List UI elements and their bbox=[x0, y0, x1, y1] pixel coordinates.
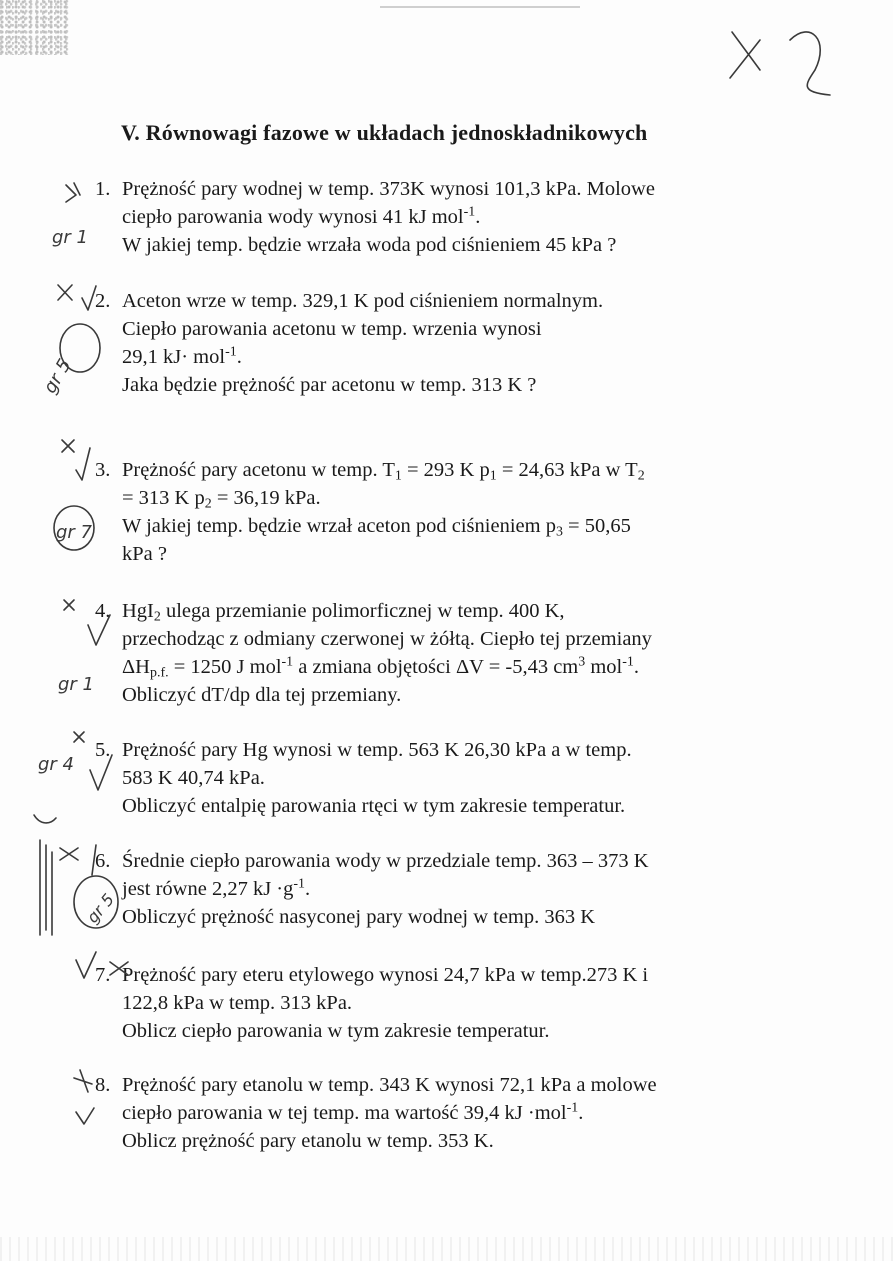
svg-text:gr 1: gr 1 bbox=[52, 227, 88, 248]
problem-number: 5. bbox=[95, 739, 111, 761]
problem-4-marks bbox=[58, 600, 110, 695]
problem-line: Obliczyć entalpię parowania rtęci w tym zakresie temperatur. bbox=[122, 795, 626, 817]
problem-7-marks bbox=[76, 952, 128, 978]
problem-2-marks bbox=[40, 285, 100, 397]
problem-line: $\Delta H_{p.f.} = 1250$ J mol$^{-1}$ a zmiana objętości ΔV = -5,43 $cm^3$ mol$^{-1}$. bbox=[122, 654, 640, 681]
problem-number: 3. bbox=[95, 459, 111, 481]
problem-line: Obliczyć prężność nasyconej pary wodnej w temp. 363 K bbox=[122, 906, 596, 928]
problem-line: Prężność pary eteru etylowego wynosi 24,7 kPa w temp.273 K i bbox=[122, 964, 649, 986]
problem-line: jest równe 2,27 kJ $\cdot g^{-1}$. bbox=[122, 876, 311, 900]
problem-line: ciepło parowania w tej temp. ma wartość 39,4 kJ ·mol$^{-1}$. bbox=[122, 1100, 584, 1124]
problem-line-justified: HgI$_2$ ulega przemianie polimorficznej w temp. 400 K, bbox=[122, 600, 565, 625]
problem-line: 122,8 kPa w temp. 313 kPa. bbox=[122, 992, 353, 1014]
problem-line: Obliczyć dT/dp dla tej przemiany. bbox=[122, 684, 402, 706]
problem-number: 7. bbox=[95, 964, 111, 986]
problem-line: Prężność pary etanolu w temp. 343 K wynosi 72,1 kPa a molowe bbox=[122, 1074, 657, 1096]
problem-number: 6. bbox=[95, 850, 111, 872]
problem-line: 583 K 40,74 kPa. bbox=[122, 767, 265, 789]
problem-line: ciepło parowania wody wynosi 41 kJ mol$^{-1}$. bbox=[122, 204, 481, 228]
problem-line: Prężność pary acetonu w temp. $T_1 = 293$ K $p_1 = 24,63$ kPa w $T_2$ bbox=[122, 459, 645, 484]
svg-text:gr 7: gr 7 bbox=[56, 522, 92, 543]
problem-6-marks bbox=[40, 840, 118, 935]
problem-line: 29,1 kJ· mol$^{-1}$. bbox=[122, 344, 242, 368]
svg-text:gr 4: gr 4 bbox=[38, 754, 74, 775]
problem-line-justified: Aceton wrze w temp. 329,1 K pod ciśnieniem normalnym. bbox=[122, 290, 604, 312]
problem-line: Jaka będzie prężność par acetonu w temp. 313 K ? bbox=[122, 374, 537, 396]
problem-line: Ciepło parowania acetonu w temp. wrzenia wynosi bbox=[122, 318, 542, 340]
problem-number: 8. bbox=[95, 1074, 111, 1096]
problem-line: Średnie ciepło parowania wody w przedziale temp. 363 – 373 K bbox=[122, 850, 649, 872]
problem-line: W jakiej temp. będzie wrzał aceton pod ciśnieniem $p_3 = 50,65$ bbox=[122, 515, 631, 540]
problem-number: 4. bbox=[95, 600, 111, 622]
problem-5-marks bbox=[34, 732, 112, 823]
problem-line: przechodząc z odmiany czerwonej w żółtą. Ciepło tej przemiany bbox=[122, 628, 652, 650]
problem-8-marks bbox=[74, 1070, 94, 1124]
problem-line: Oblicz ciepło parowania w tym zakresie temperatur. bbox=[122, 1020, 550, 1042]
problem-line: = 313 K $p_2 = 36,19$ kPa. bbox=[122, 487, 321, 512]
svg-text:gr 5: gr 5 bbox=[39, 355, 76, 398]
problem-3-marks bbox=[54, 440, 94, 550]
problem-number: 1. bbox=[95, 178, 111, 200]
svg-text:gr 1: gr 1 bbox=[58, 674, 94, 695]
problem-line: kPa ? bbox=[122, 543, 167, 565]
problem-1-marks bbox=[52, 183, 88, 248]
page-title: V. Równowagi fazowe w układach jednoskładnikowych bbox=[121, 120, 648, 145]
corner-mark bbox=[730, 17, 830, 95]
problem-line: W jakiej temp. będzie wrzała woda pod ciśnieniem 45 kPa ? bbox=[122, 234, 617, 256]
problem-line: Prężność pary Hg wynosi w temp. 563 K 26,30 kPa a w temp. bbox=[122, 739, 632, 761]
svg-text:gr 5: gr 5 bbox=[82, 889, 119, 927]
problem-line: Prężność pary wodnej w temp. 373K wynosi 101,3 kPa. Molowe bbox=[122, 178, 655, 200]
problem-number: 2. bbox=[95, 290, 111, 312]
problem-line: Oblicz prężność pary etanolu w temp. 353 K. bbox=[122, 1130, 494, 1152]
